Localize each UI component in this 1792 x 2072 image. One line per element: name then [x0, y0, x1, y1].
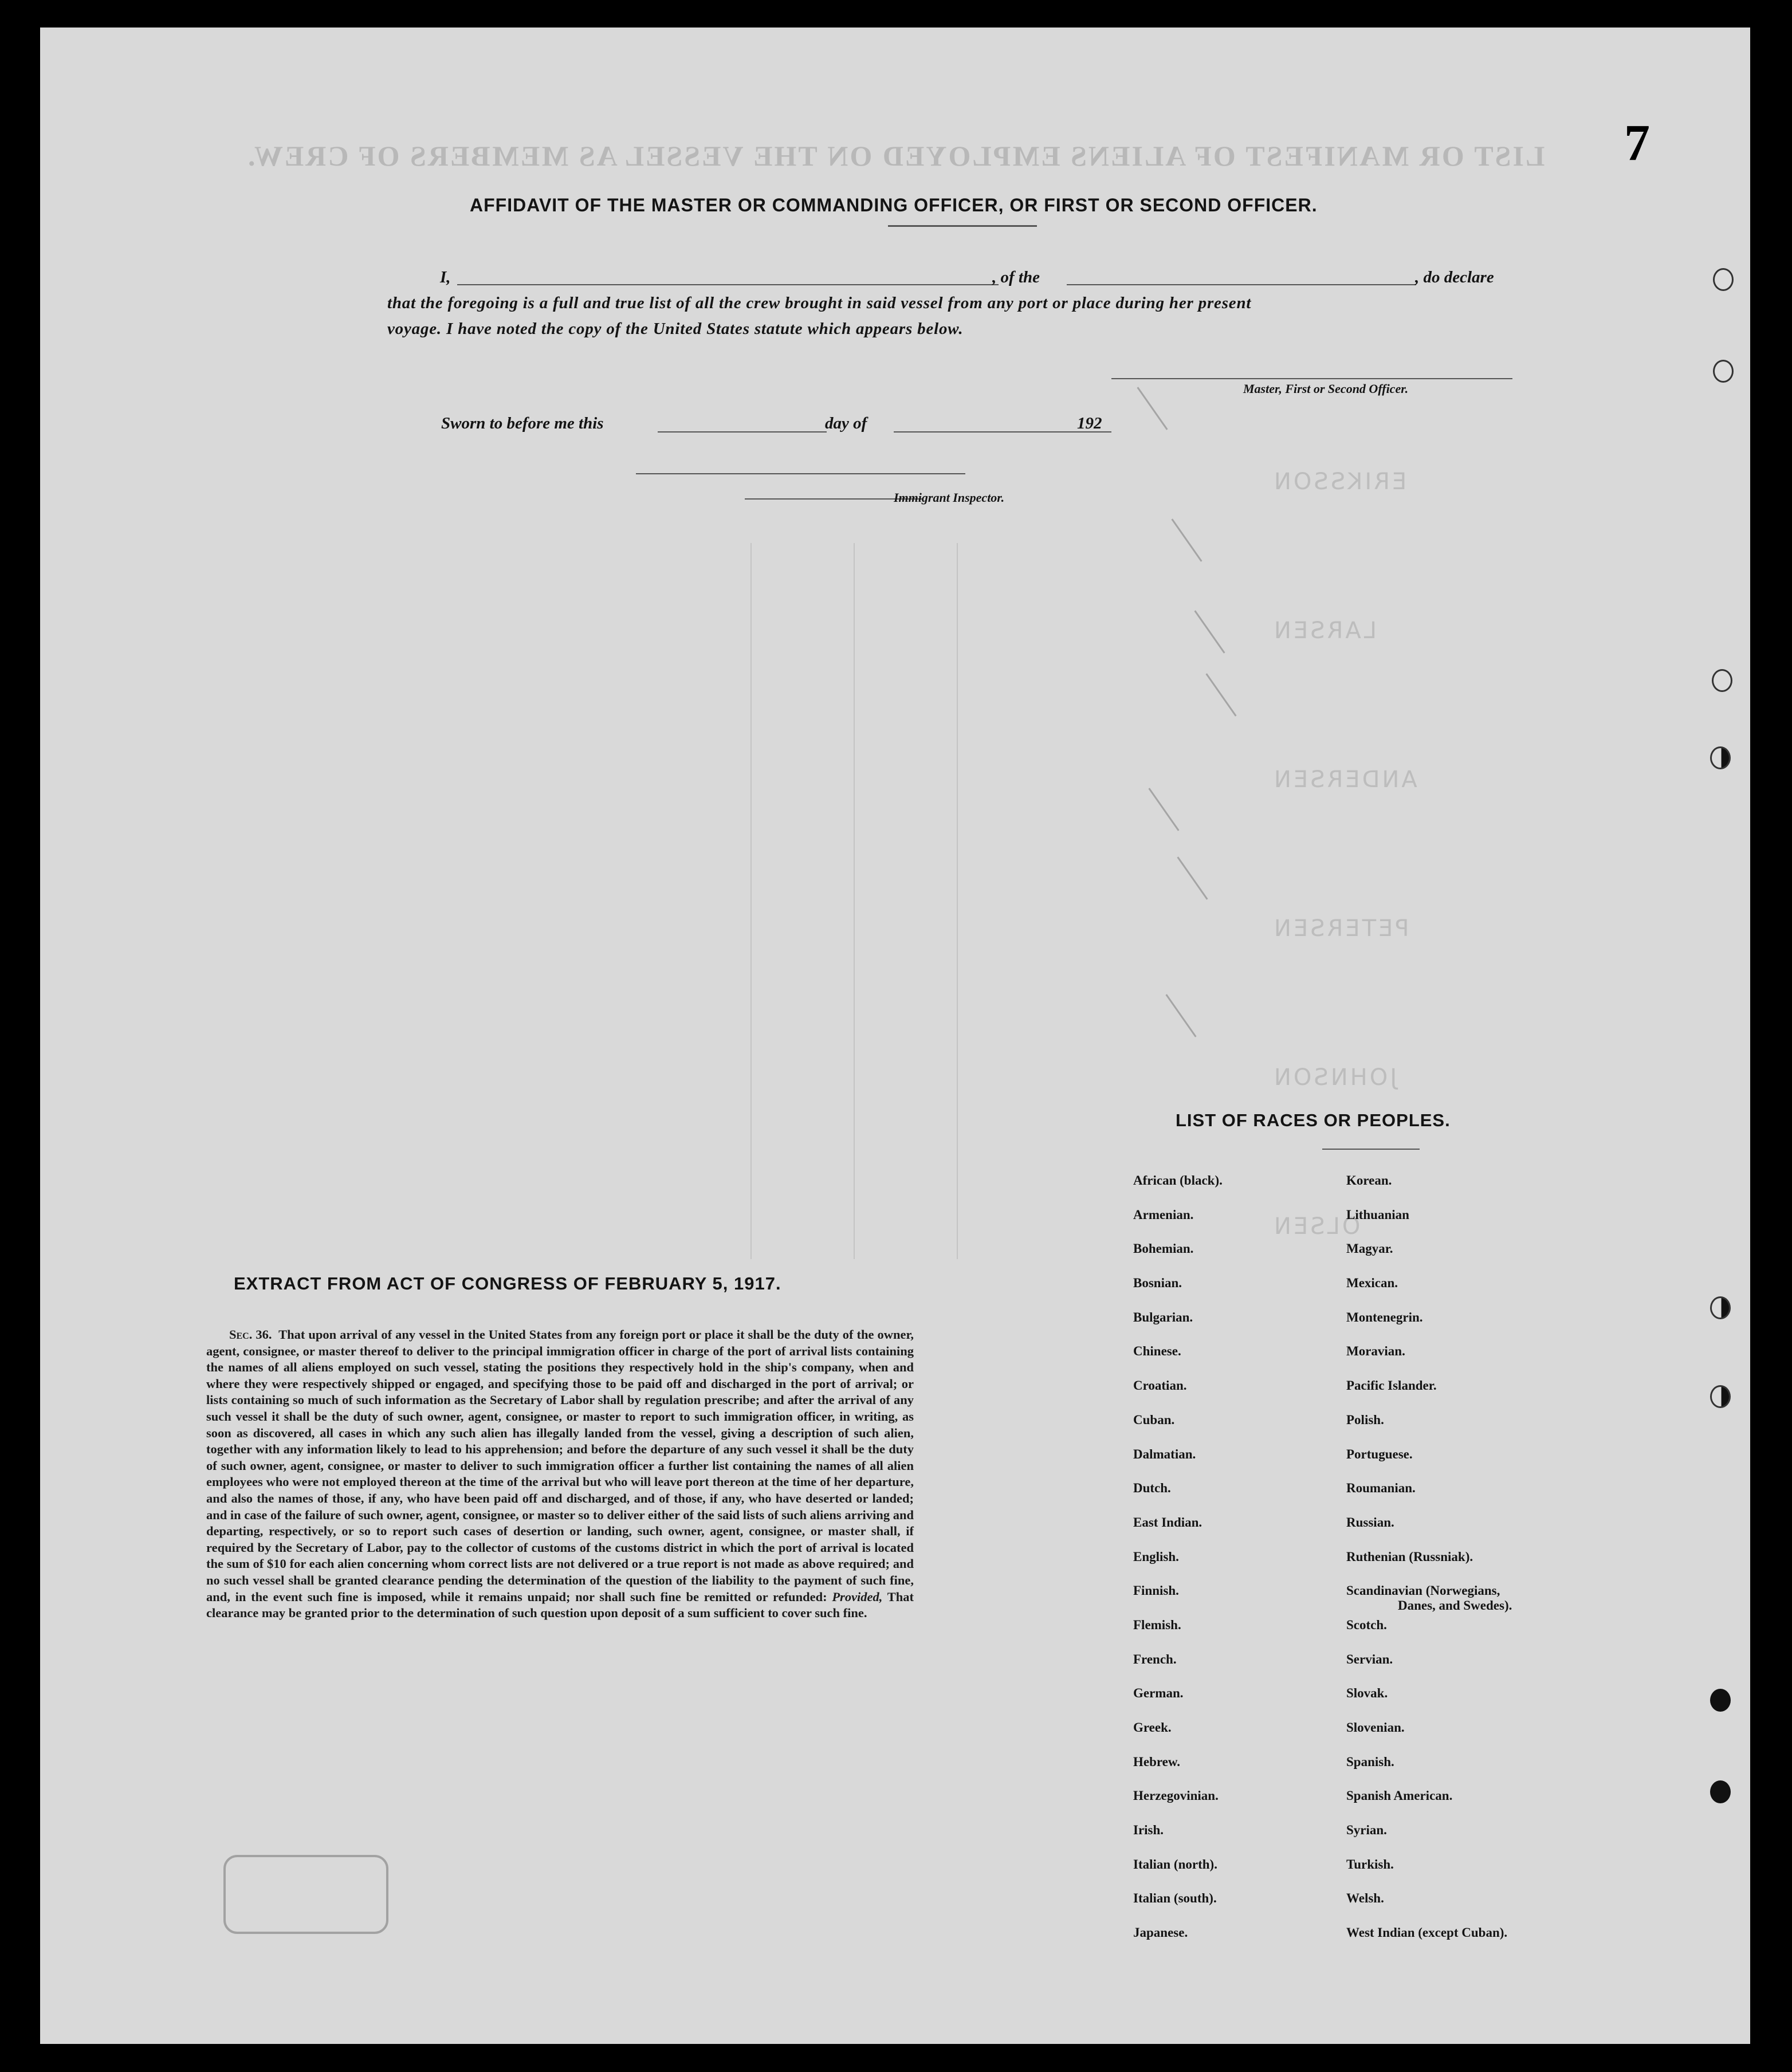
race-item: Portuguese. — [1346, 1446, 1413, 1461]
punch-hole — [1710, 1296, 1731, 1319]
race-item: Scotch. — [1346, 1617, 1387, 1632]
pencil-streak — [1194, 610, 1225, 653]
affidavit-declare: , do declare — [1415, 268, 1494, 286]
section-number: Sec. 36. — [229, 1327, 272, 1342]
race-item: West Indian (except Cuban). — [1346, 1925, 1508, 1940]
race-item: Armenian. — [1133, 1207, 1194, 1222]
day-of-text: day of — [825, 414, 867, 433]
race-item: Dutch. — [1133, 1481, 1171, 1496]
bleed-through-rule — [854, 543, 855, 1259]
punch-hole — [1710, 746, 1731, 769]
race-item: English. — [1133, 1549, 1179, 1564]
race-item-scandinavian — [1346, 1583, 1587, 1618]
race-item: Japanese. — [1133, 1925, 1188, 1940]
extract-title: EXTRACT FROM ACT OF CONGRESS OF FEBRUARY 5, 1917. — [234, 1273, 781, 1293]
affidavit-of-the: , of the — [992, 268, 1040, 286]
pencil-streak — [1177, 856, 1208, 899]
pencil-streak — [1171, 518, 1202, 561]
race-item: Finnish. — [1133, 1583, 1179, 1598]
race-item: East Indian. — [1133, 1515, 1202, 1530]
race-item: Servian. — [1346, 1652, 1393, 1666]
race-item: Turkish. — [1346, 1857, 1394, 1872]
bleed-through-handwriting: LARSEN — [1272, 618, 1377, 644]
race-item: Chinese. — [1133, 1344, 1181, 1359]
race-item: Cuban. — [1133, 1412, 1175, 1427]
race-item: Ruthenian (Russniak). — [1346, 1549, 1473, 1564]
bleed-through-handwriting: ERIKSSON — [1272, 469, 1407, 495]
inspector-label: Immigrant Inspector. — [894, 490, 1005, 505]
race-item: Montenegrin. — [1346, 1310, 1423, 1324]
punch-hole — [1713, 360, 1734, 383]
office-stamp — [223, 1855, 388, 1934]
bleed-through-handwriting: PETERSEN — [1272, 915, 1409, 942]
year-prefix: 192 — [1077, 414, 1102, 433]
provided-word: Provided, — [832, 1589, 883, 1604]
page-number-mark: 7 — [1624, 115, 1650, 171]
races-title-underline — [1322, 1149, 1420, 1150]
name-blank-line — [457, 284, 999, 285]
affidavit-title: AFFIDAVIT OF THE MASTER OR COMMANDING OFFICER, OR FIRST OR SECOND OFFICER. — [470, 195, 1318, 215]
pencil-streak — [1165, 994, 1196, 1037]
race-item: Magyar. — [1346, 1241, 1393, 1256]
race-item: Italian (north). — [1133, 1857, 1217, 1872]
day-blank-line — [658, 431, 827, 433]
race-item: Spanish American. — [1346, 1788, 1453, 1803]
pencil-streak — [1137, 387, 1168, 430]
race-item: Italian (south). — [1133, 1891, 1217, 1906]
race-item: Roumanian. — [1346, 1481, 1416, 1496]
pencil-streak — [1148, 788, 1179, 831]
punch-hole — [1712, 669, 1732, 692]
statute-text: That upon arrival of any vessel in the United States from any foreign port or place it shall be the duty of the owner, agent, consignee, or master thereof to deliver to the principal immigration officer in charge of the port of arrival lists containing the names of all aliens employed on such vessel, stating the positions they respectively hold in the ship's company, when and where they were respectively shipped or engaged, and specifying those to be paid off and discharged in the port of arrival; or lists containing so much of such information as the Secretary of Labor shall by regulation prescribe; and after the arrival of any such vessel it shall be the duty of such owner, agent, consignee, or master to report to such immigration officer, in writing, as soon as discovered, all cases in which any such alien has illegally landed from the vessel, giving a description of such alien, together with any information likely to lead to his apprehension; and before the departure of any such vessel it shall be the duty of such owner, agent, consignee, or master to deliver to such immigration officer a further list containing the names of all alien employees who were not employed thereon at the time of the arrival but who will leave port thereon at the time of her departure, and also the names of those, if any, who have been paid off and discharged, and of those, if any, who have deserted or landed; and in case of the failure of such owner, agent, consignee, or master so to deliver either of the said lists of such aliens arriving and departing, respectively, or so to report such cases of desertion or landing, such owner, agent, consignee, or master shall, if required by the Secretary of Labor, pay to the collector of customs of the customs district in which the port of arrival is located the sum of $10 for each alien concerning whom correct lists are not delivered or a true report is not made as above required; and no such vessel shall be granted clearance pending the determination of the question of the liability to the payment of such fine, and, in the event such fine is imposed, while it remains unpaid; nor shall such fine be remitted or refunded: — [206, 1327, 914, 1604]
race-item: African (black). — [1133, 1173, 1223, 1188]
race-item: Syrian. — [1346, 1823, 1387, 1838]
race-item-continuation: Danes, and Swedes). — [1398, 1598, 1512, 1613]
bleed-through-handwriting: OLSEN — [1272, 1213, 1361, 1240]
race-item: Herzegovinian. — [1133, 1788, 1219, 1803]
race-item: Flemish. — [1133, 1617, 1181, 1632]
race-item: Moravian. — [1346, 1344, 1405, 1359]
bleed-through-rule — [957, 543, 958, 1259]
provided-text: That clearance may be granted prior to the determination of such question upon deposit of a sum sufficient to cover such fine. — [206, 1589, 914, 1621]
race-item: Croatian. — [1133, 1378, 1187, 1393]
race-item: French. — [1133, 1652, 1177, 1666]
punch-hole — [1710, 1780, 1731, 1803]
race-item: Bosnian. — [1133, 1276, 1182, 1291]
bleed-through-handwriting: JOHNSON — [1272, 1064, 1397, 1091]
race-item: Mexican. — [1346, 1276, 1398, 1291]
extract-body — [206, 1327, 914, 1622]
race-item: Polish. — [1346, 1412, 1384, 1427]
bleed-through-header: LIST OR MANIFEST OF ALIENS EMPLOYED ON THE VESSEL AS MEMBERS OF CREW. — [246, 140, 1545, 172]
vessel-blank-line — [1067, 284, 1416, 285]
races-left-column — [1133, 1173, 1351, 1960]
race-item: Bohemian. — [1133, 1241, 1194, 1256]
race-item: Greek. — [1133, 1720, 1172, 1735]
punch-hole — [1710, 1385, 1731, 1408]
races-title: LIST OF RACES OR PEOPLES. — [1176, 1110, 1451, 1130]
affidavit-line-3: voyage. I have noted the copy of the United States statute which appears below. — [387, 320, 964, 338]
race-item: Lithuanian — [1346, 1207, 1409, 1222]
race-item: Hebrew. — [1133, 1754, 1180, 1769]
race-item: Irish. — [1133, 1823, 1164, 1838]
race-item: Korean. — [1346, 1173, 1392, 1188]
race-item: Scandinavian (Norwegians, — [1346, 1583, 1500, 1598]
race-item: Dalmatian. — [1133, 1446, 1196, 1461]
title-underline — [888, 225, 1037, 227]
punch-hole — [1713, 268, 1734, 291]
race-item: Welsh. — [1346, 1891, 1384, 1906]
master-signature-line — [1111, 378, 1512, 379]
races-right-column — [1346, 1173, 1587, 1960]
race-item: Slovenian. — [1346, 1720, 1405, 1735]
bleed-through-rule — [750, 543, 752, 1259]
race-item: Bulgarian. — [1133, 1310, 1193, 1324]
punch-hole — [1710, 1689, 1731, 1712]
affidavit-i: I, — [440, 268, 451, 286]
master-label: Master, First or Second Officer. — [1243, 382, 1409, 396]
inspector-signature-line-top — [636, 473, 965, 474]
bleed-through-handwriting: ANDERSEN — [1272, 766, 1417, 793]
race-item: Slovak. — [1346, 1686, 1388, 1701]
sworn-text: Sworn to before me this — [441, 414, 604, 433]
race-item: German. — [1133, 1686, 1184, 1701]
affidavit-line-2: that the foregoing is a full and true list of all the crew brought in said vessel from any port or place during her present — [387, 294, 1252, 312]
document-page — [40, 27, 1750, 2044]
race-item: Russian. — [1346, 1515, 1394, 1530]
race-item: Pacific Islander. — [1346, 1378, 1437, 1393]
pencil-streak — [1205, 673, 1236, 716]
race-item: Spanish. — [1346, 1754, 1394, 1769]
